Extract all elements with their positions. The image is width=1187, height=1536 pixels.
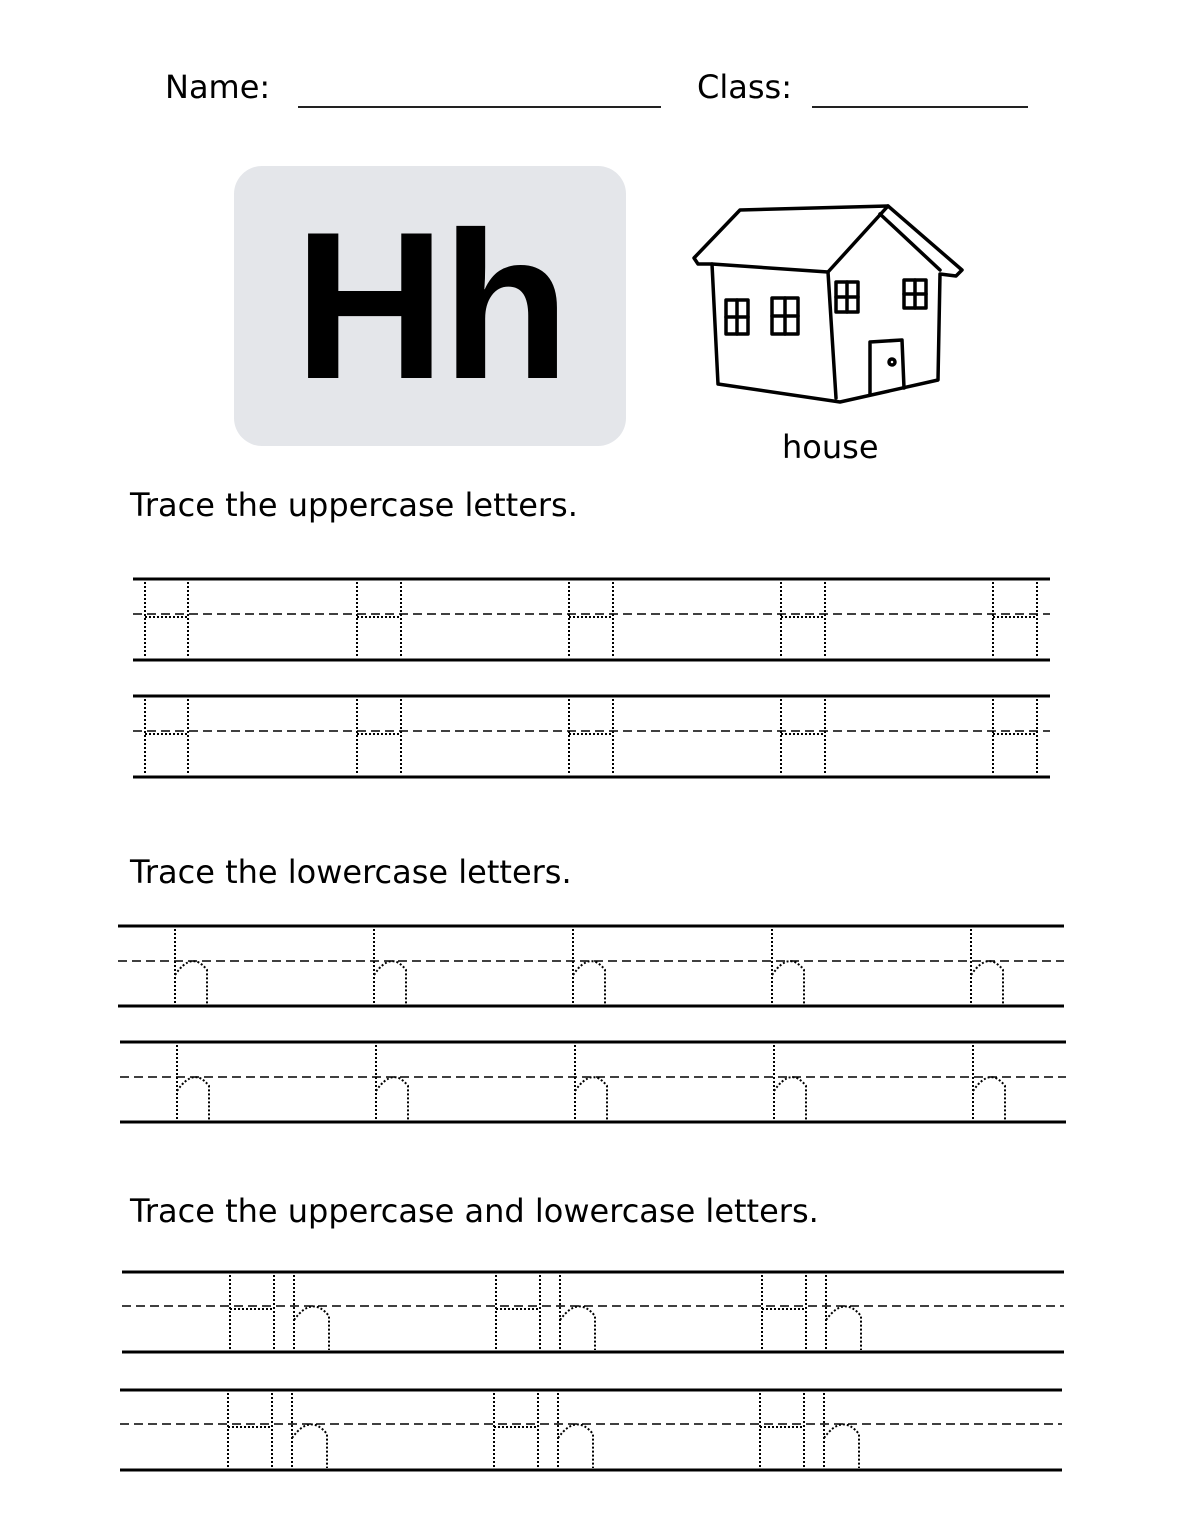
instruction-uppercase: Trace the uppercase letters. xyxy=(130,486,578,524)
uppercase-row[interactable] xyxy=(133,579,1050,660)
name-label: Name: xyxy=(165,68,271,106)
mixed-row[interactable] xyxy=(122,1272,1064,1352)
picture-word: house xyxy=(782,428,879,466)
instruction-lowercase: Trace the lowercase letters. xyxy=(130,853,572,891)
featured-letter: Hh xyxy=(294,188,566,423)
lowercase-row[interactable] xyxy=(120,1042,1066,1122)
class-label: Class: xyxy=(697,68,792,106)
uppercase-row[interactable] xyxy=(133,696,1050,777)
mixed-row[interactable] xyxy=(120,1390,1062,1470)
lowercase-row[interactable] xyxy=(118,926,1064,1006)
instruction-mixed: Trace the uppercase and lowercase letters. xyxy=(130,1192,819,1230)
